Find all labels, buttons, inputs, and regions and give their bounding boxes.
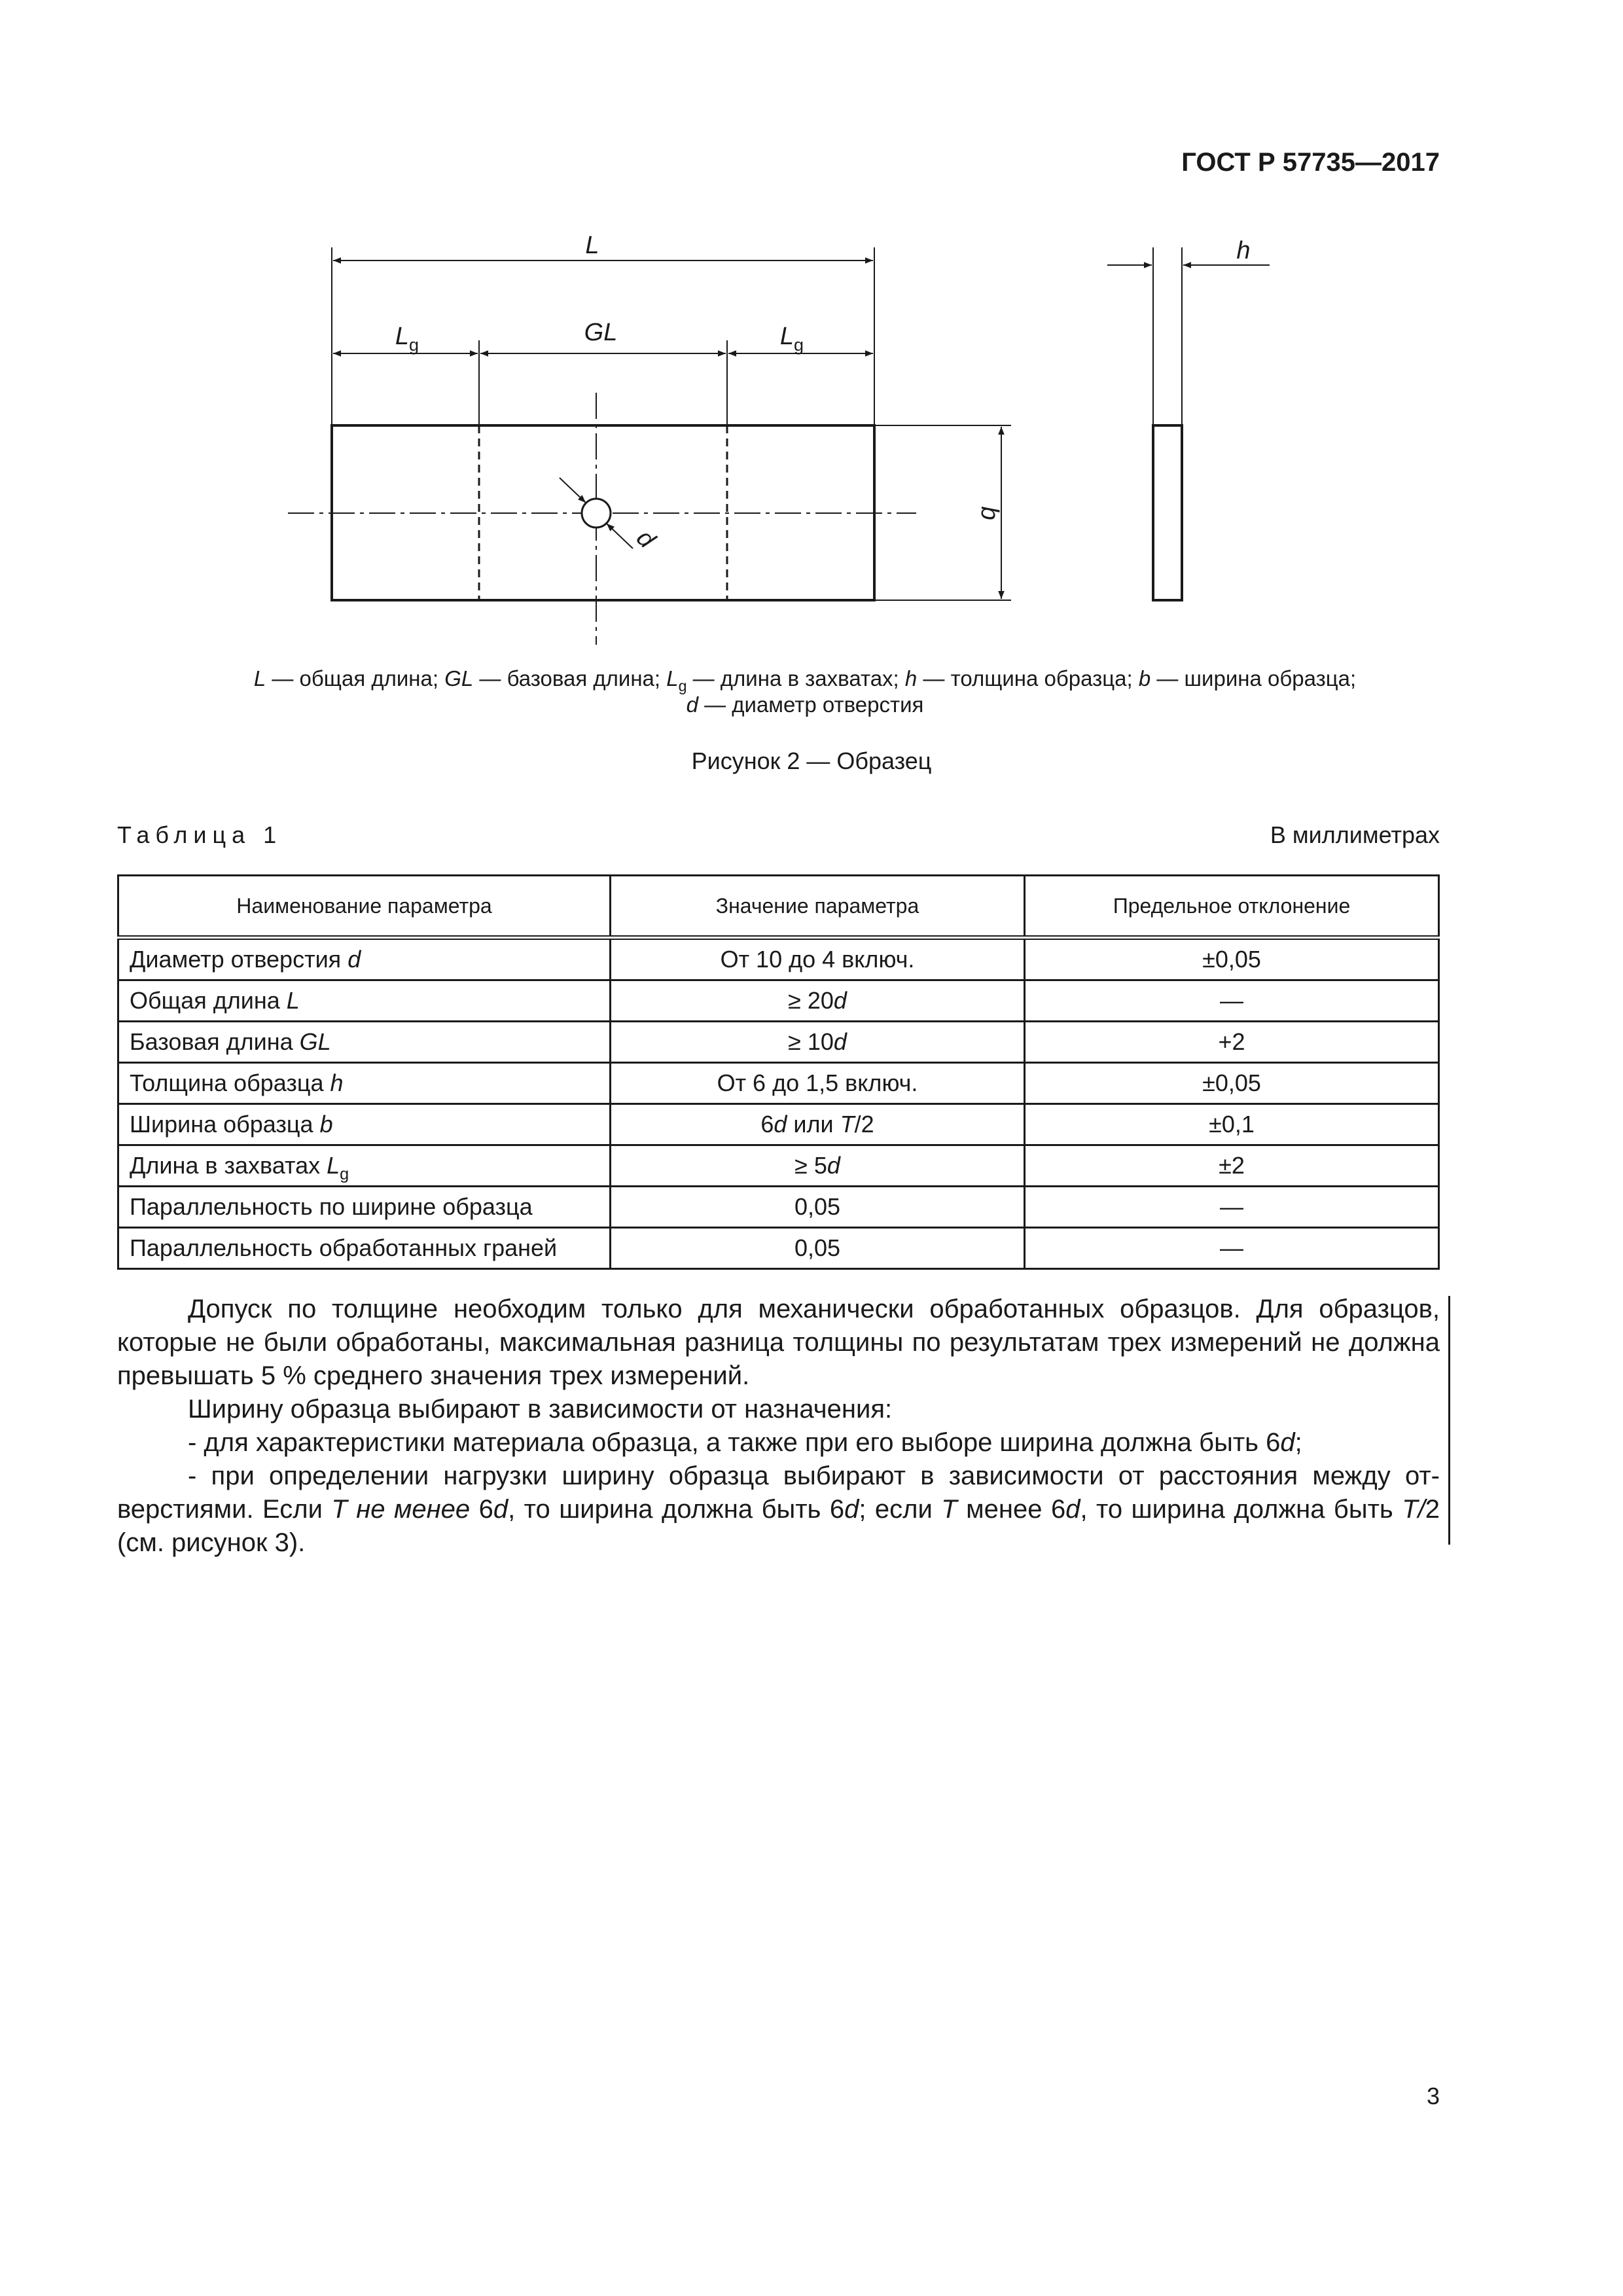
- header-parameter-name: Наименование параметра: [118, 876, 611, 938]
- label-width: b: [976, 506, 1003, 520]
- table-header-row: [118, 876, 1439, 938]
- tolerance-cell: +2: [1024, 1022, 1438, 1063]
- param-name-cell: Диаметр отверстия d: [118, 938, 611, 980]
- paragraph-load-determination: - при определении нагрузки ширину образца выбирают в зависимости от расстояния между от-верстиями. Если T не менее 6d, то ширина должна быть 6d; если T менее 6d, то ширина должна быть T/2 (см. рисунок 3).: [117, 1462, 1440, 1557]
- revision-bar: [1448, 1296, 1450, 1545]
- param-value-cell: 0,05: [611, 1228, 1025, 1269]
- tolerance-cell: ±0,05: [1024, 1063, 1438, 1104]
- tolerance-cell: ±2: [1024, 1145, 1438, 1187]
- table-row: [118, 1187, 1439, 1228]
- legend-line-2: d — диаметр отверстия: [686, 692, 924, 717]
- header-parameter-value: Значение параметра: [611, 876, 1025, 938]
- table-row: [118, 1063, 1439, 1104]
- table-title: Таблица 1: [117, 821, 283, 848]
- param-name-cell: Параллельность по ширине образца: [118, 1187, 611, 1228]
- body-text: [117, 1293, 1440, 1560]
- hole: [582, 499, 611, 528]
- label-thickness: h: [1236, 237, 1251, 264]
- page-number: 3: [1426, 2083, 1440, 2109]
- param-value-cell: ≥ 10d: [611, 1022, 1025, 1063]
- table-row: [118, 1228, 1439, 1269]
- param-name-cell: Общая длина L: [118, 980, 611, 1022]
- label-gauge-length: GL: [584, 319, 618, 346]
- specimen-drawing: [0, 0, 1623, 655]
- label-grip-length-right: $L_g$: [779, 323, 804, 355]
- label-hole-diameter: d: [631, 524, 660, 554]
- table-units: В миллиметрах: [1270, 821, 1440, 848]
- hole-diameter-leader-bottom: [607, 524, 633, 548]
- tolerance-cell: —: [1024, 980, 1438, 1022]
- param-value-cell: ≥ 5d: [611, 1145, 1025, 1187]
- table-row: [118, 938, 1439, 980]
- table-row: [118, 1104, 1439, 1145]
- param-value-cell: ≥ 20d: [611, 980, 1025, 1022]
- param-value-cell: 0,05: [611, 1187, 1025, 1228]
- hole-diameter-leader-top: [560, 478, 586, 503]
- paragraph-material-characteristic: - для характеристики материала образца, а также при его выборе ширина должна быть 6d;: [188, 1428, 1302, 1457]
- table-row: [118, 1022, 1439, 1063]
- parameters-table: [117, 874, 1440, 1270]
- param-value-cell: От 6 до 1,5 включ.: [611, 1063, 1025, 1104]
- table-row: [118, 980, 1439, 1022]
- param-name-cell: Длина в захватах $L_g$: [118, 1145, 611, 1187]
- param-name-cell: Толщина образца h: [118, 1063, 611, 1104]
- param-name-cell: Ширина образца b: [118, 1104, 611, 1145]
- tolerance-cell: —: [1024, 1228, 1438, 1269]
- paragraph-width-selection: Ширину образца выбирают в зависимости от назначения:: [188, 1395, 893, 1424]
- label-total-length: L: [585, 232, 599, 259]
- paragraph-thickness-tolerance: Допуск по толщине необходим только для механически обработанных образцов. Для образцов, которые не были обработаны, максимальная разница толщины по результатам трех измерений не должна превышать 5 % среднего значения трех измерений.: [117, 1295, 1440, 1390]
- param-name-cell: Базовая длина GL: [118, 1022, 611, 1063]
- tolerance-cell: ±0,05: [1024, 938, 1438, 980]
- table-row: [118, 1145, 1439, 1187]
- label-grip-length-left: $L_g$: [395, 323, 419, 355]
- figure-caption: Рисунок 2 — Образец: [691, 747, 932, 774]
- side-view-outline: [1153, 425, 1182, 600]
- param-value-cell: От 10 до 4 включ.: [611, 938, 1025, 980]
- figure-legend: [105, 666, 1505, 718]
- param-value-cell: 6d или T/2: [611, 1104, 1025, 1145]
- tolerance-cell: —: [1024, 1187, 1438, 1228]
- legend-line-1: L — общая длина; GL — базовая длина; $L_g$ — длина в захватах; h — толщина образца; b — ширина образца;: [253, 666, 1357, 695]
- param-name-cell: Параллельность обработанных граней: [118, 1228, 611, 1269]
- document-number: ГОСТ Р 57735—2017: [1181, 148, 1440, 177]
- header-tolerance: Предельное отклонение: [1024, 876, 1438, 938]
- tolerance-cell: ±0,1: [1024, 1104, 1438, 1145]
